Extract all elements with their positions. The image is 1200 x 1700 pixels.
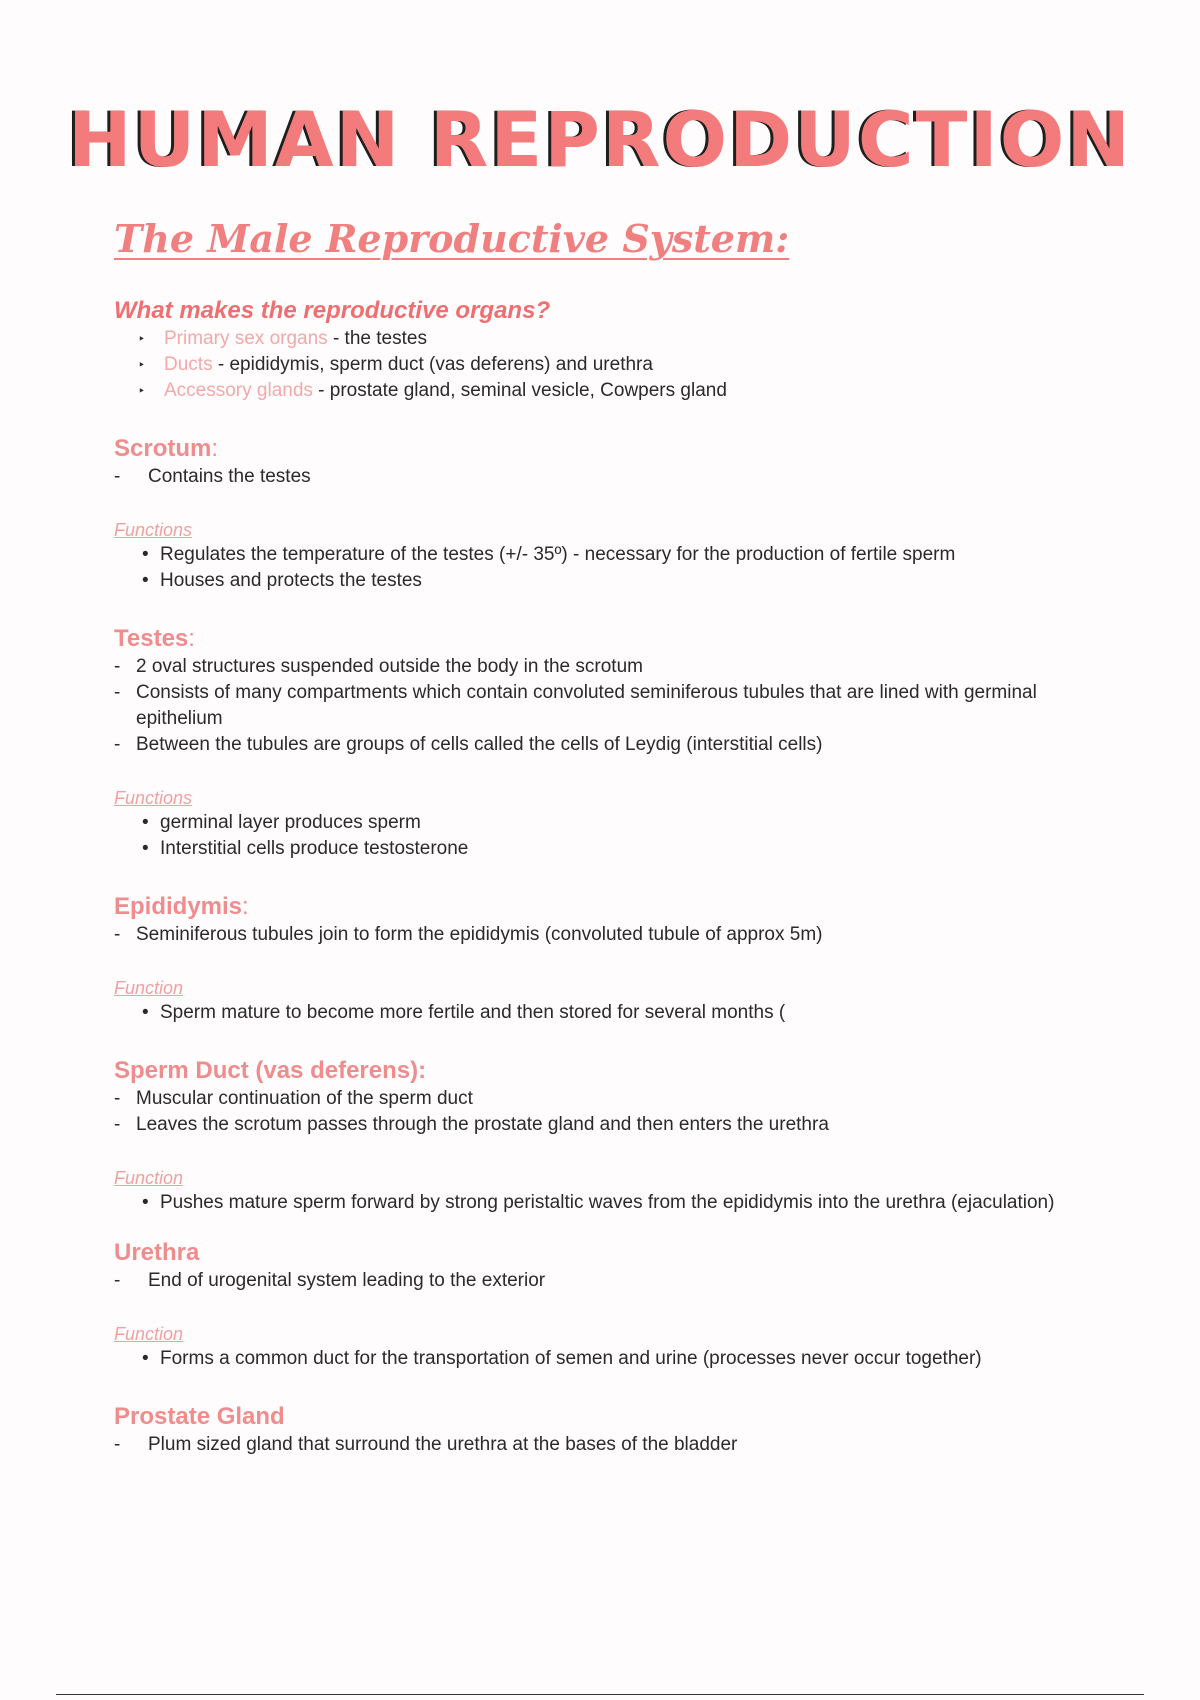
dash-bullet-icon: - (114, 1088, 121, 1109)
list-item: - Consists of many compartments which contain convoluted seminiferous tubules that are lined with germinal epithelium (114, 682, 1037, 729)
section-scrotum (114, 434, 1074, 594)
list-item: • Pushes mature sperm forward by strong peristaltic waves from the epididymis into the urethra (ejaculation) (114, 1190, 1074, 1216)
section-heading-prostate: Prostate Gland (114, 1403, 285, 1430)
section-testes (114, 624, 1074, 862)
dash-bullet-icon: - (114, 1114, 121, 1135)
dash-bullet-icon: - (114, 682, 121, 703)
section-organs (114, 296, 1074, 404)
dash-bullet-icon: - (114, 924, 121, 945)
term: Accessory glands (164, 380, 313, 401)
term-description: - the testes (327, 328, 427, 349)
page-title: HUMAN REPRODUCTION (67, 95, 1132, 184)
section-prostate (114, 1402, 1074, 1458)
dot-bullet-icon: • (142, 1192, 149, 1213)
function-label: Function (114, 1168, 184, 1188)
section-heading-urethra: Urethra (114, 1239, 200, 1266)
dash-bullet-icon: - (114, 1434, 121, 1455)
list-item: • Sperm mature to become more fertile and then stored for several months ( (114, 1000, 1074, 1026)
dot-bullet-icon: • (142, 1348, 149, 1369)
page-subtitle: The Male Reproductive System: (114, 216, 790, 261)
document-content (114, 296, 1074, 1458)
section-epididymis (114, 892, 1074, 1026)
dot-bullet-icon: • (142, 570, 149, 591)
section-heading-epididymis: Epididymis: (114, 893, 249, 920)
term: Primary sex organs (164, 328, 328, 349)
dot-bullet-icon: • (142, 544, 149, 565)
dot-bullet-icon: • (142, 838, 149, 859)
dot-bullet-icon: • (142, 812, 149, 833)
list-item: - Leaves the scrotum passes through the prostate gland and then enters the urethra (114, 1112, 1074, 1138)
term-description: - prostate gland, seminal vesicle, Cowpers gland (312, 380, 727, 401)
section-heading-testes: Testes: (114, 625, 195, 652)
dash-bullet-icon: - (114, 734, 121, 755)
section-heading-sperm-duct: Sperm Duct (vas deferens): (114, 1057, 427, 1084)
section-heading-organs: What makes the reproductive organs? (114, 297, 551, 324)
dot-bullet-icon: • (142, 1002, 149, 1023)
bottom-divider (56, 1694, 1144, 1695)
arrow-bullet-icon: ‣ (138, 332, 146, 346)
list-item: • Interstitial cells produce testosterone (114, 836, 1074, 862)
list-item (114, 378, 1074, 404)
term: Ducts (164, 354, 213, 375)
section-sperm-duct (114, 1056, 1074, 1216)
function-label: Function (114, 978, 184, 998)
term-description: - epididymis, sperm duct (vas deferens) and urethra (212, 354, 653, 375)
list-item: • germinal layer produces sperm (114, 810, 1074, 836)
arrow-bullet-icon: ‣ (138, 384, 146, 398)
dash-bullet-icon: - (114, 656, 121, 677)
list-item: • Forms a common duct for the transportation of semen and urine (processes never occur together) (114, 1346, 1074, 1372)
list-item: - End of urogenital system leading to the exterior (114, 1268, 1074, 1294)
list-item (114, 326, 1074, 352)
dash-bullet-icon: - (114, 466, 121, 487)
list-item: - Seminiferous tubules join to form the epididymis (convoluted tubule of approx 5m) (114, 922, 1074, 948)
function-label: Function (114, 1324, 184, 1344)
list-item: • Regulates the temperature of the testes (+/- 35º) - necessary for the production of fertile sperm (114, 542, 1074, 568)
section-heading-scrotum: Scrotum: (114, 435, 219, 462)
list-item: - Plum sized gland that surround the urethra at the bases of the bladder (114, 1432, 1074, 1458)
dash-bullet-icon: - (114, 1270, 121, 1291)
list-item: • Houses and protects the testes (114, 568, 1074, 594)
functions-label: Functions (114, 788, 193, 808)
list-item: - Between the tubules are groups of cells called the cells of Leydig (interstitial cells) (114, 732, 1074, 758)
list-item: - Contains the testes (114, 464, 1074, 490)
list-item: - Muscular continuation of the sperm duct (114, 1086, 1074, 1112)
functions-label: Functions (114, 520, 193, 540)
list-item: - 2 oval structures suspended outside the body in the scrotum (114, 654, 1074, 680)
section-urethra (114, 1238, 1074, 1372)
list-item (114, 352, 1074, 378)
arrow-bullet-icon: ‣ (138, 358, 146, 372)
